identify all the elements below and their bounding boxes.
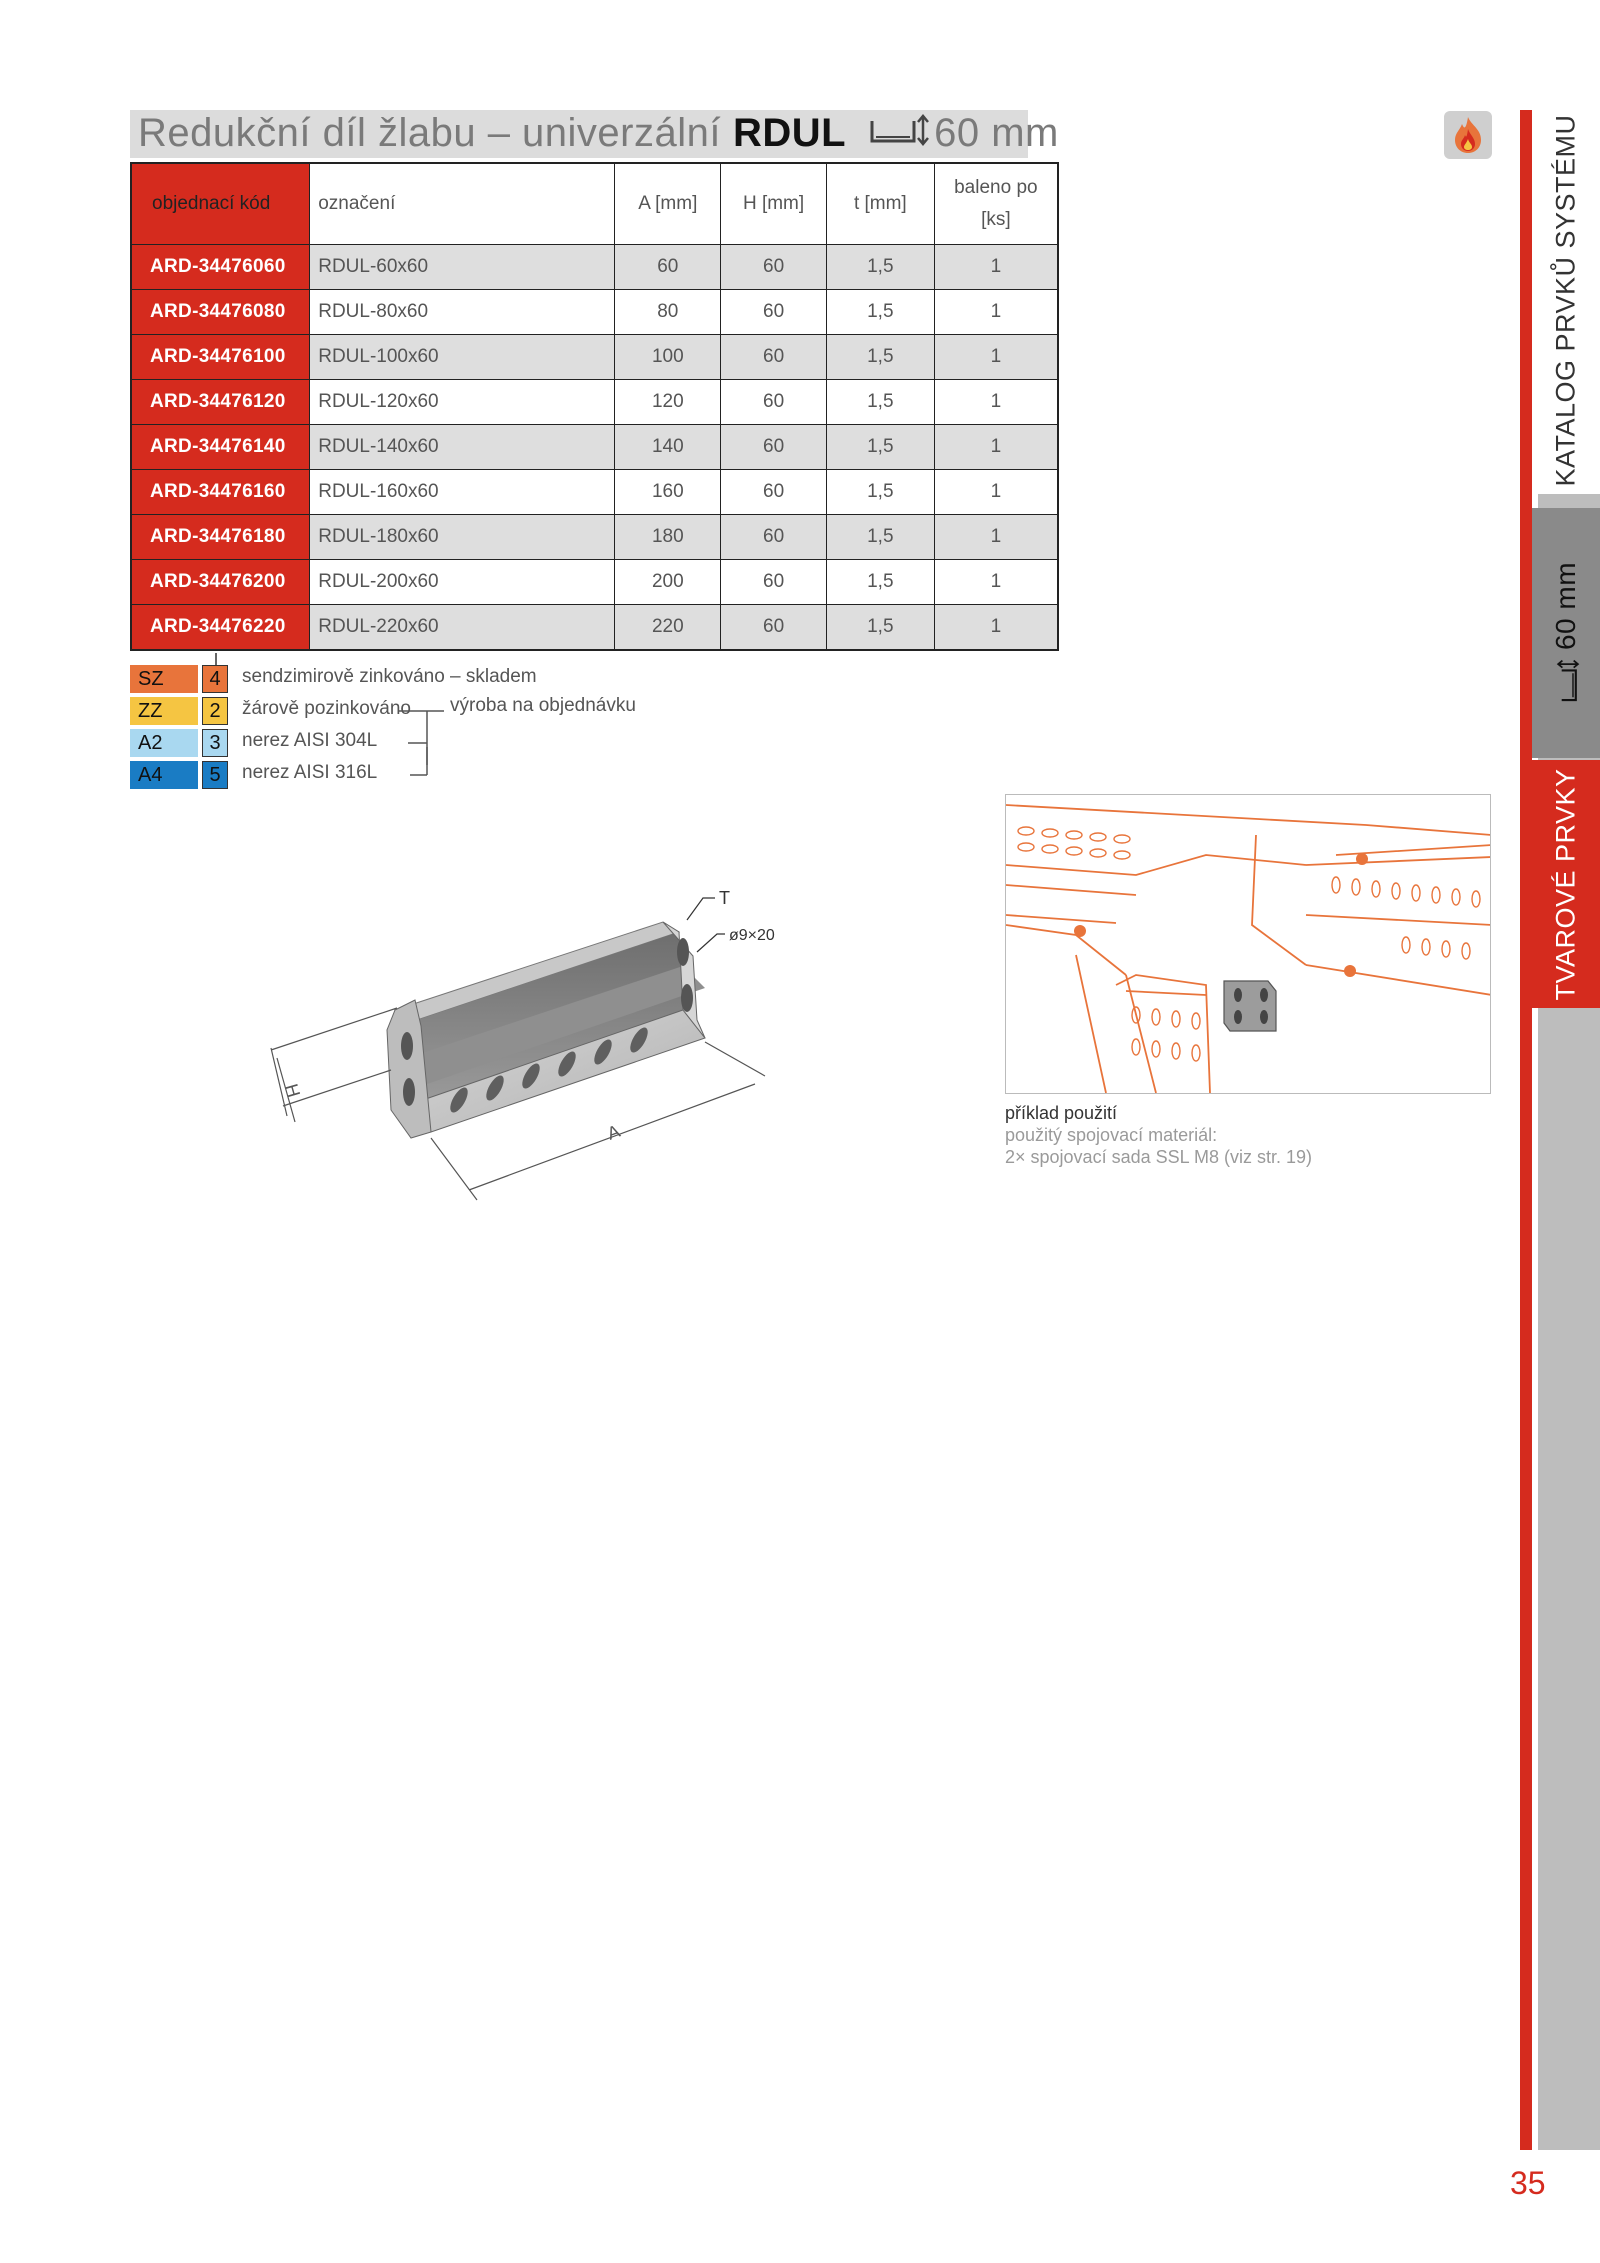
table-row [131, 245, 1058, 290]
tab-tray-height-label [1550, 562, 1582, 704]
cell-pack: 1 [934, 605, 1058, 651]
col-header-h: H [mm] [721, 163, 827, 245]
fire-resistance-icon [1444, 111, 1492, 159]
cell-h: 60 [721, 245, 827, 290]
tab-fittings[interactable] [1532, 760, 1600, 1008]
cell-a: 80 [615, 290, 721, 335]
cell-a: 140 [615, 425, 721, 470]
legend-connector-tick [211, 653, 221, 665]
cell-h: 60 [721, 470, 827, 515]
cell-code: ARD-34476080 [131, 290, 310, 335]
cell-pack: 1 [934, 470, 1058, 515]
table-row [131, 560, 1058, 605]
cell-name: RDUL-80x60 [310, 290, 615, 335]
cell-pack: 1 [934, 425, 1058, 470]
caption-material-value: 2× spojovací sada SSL M8 (viz str. 19) [1005, 1147, 1312, 1167]
cell-pack: 1 [934, 560, 1058, 605]
cell-pack: 1 [934, 290, 1058, 335]
legend-finish-number: 3 [202, 729, 228, 757]
cell-a: 120 [615, 380, 721, 425]
cell-code: ARD-34476180 [131, 515, 310, 560]
cell-name: RDUL-160x60 [310, 470, 615, 515]
col-header-pack [934, 163, 1058, 245]
table-row [131, 290, 1058, 335]
table-row [131, 515, 1058, 560]
cell-h: 60 [721, 560, 827, 605]
cell-pack: 1 [934, 380, 1058, 425]
cell-t: 1,5 [826, 605, 934, 651]
tab-fittings-label: TVAROVÉ PRVKY [1550, 767, 1581, 1001]
cell-t: 1,5 [826, 425, 934, 470]
tray-height-icon [868, 112, 930, 157]
cell-name: RDUL-200x60 [310, 560, 615, 605]
cell-a: 100 [615, 335, 721, 380]
col-header-name: označení [310, 163, 615, 245]
col-header-pack-line2: [ks] [981, 209, 1011, 230]
drawing-label-t: T [719, 888, 730, 908]
table-row [131, 605, 1058, 651]
title-code: RDUL [733, 110, 847, 155]
tray-height-icon [1556, 658, 1580, 704]
caption-title: příklad použití [1005, 1103, 1118, 1123]
page-title [130, 111, 1059, 158]
table-row [131, 380, 1058, 425]
legend-note: výroba na objednávku [450, 695, 636, 716]
page-number: 35 [1510, 2165, 1546, 2201]
cell-t: 1,5 [826, 560, 934, 605]
caption-material-label: použitý spojovací materiál: [1005, 1125, 1218, 1145]
legend-finish-text: nerez AISI 316L [242, 762, 378, 783]
usage-caption [1005, 1102, 1312, 1168]
table-row [131, 425, 1058, 470]
cell-h: 60 [721, 425, 827, 470]
tab-catalog-label: KATALOG PRVKŮ SYSTÉMU [1550, 113, 1581, 487]
cell-t: 1,5 [826, 515, 934, 560]
cell-a: 180 [615, 515, 721, 560]
cell-pack: 1 [934, 245, 1058, 290]
tab-tray-height-text: 60 mm [1550, 561, 1582, 651]
col-header-pack-line1: baleno po [954, 177, 1038, 198]
col-header-t: t [mm] [826, 163, 934, 245]
cell-code: ARD-34476060 [131, 245, 310, 290]
col-header-a: A [mm] [615, 163, 721, 245]
product-table [130, 162, 1059, 651]
cell-h: 60 [721, 335, 827, 380]
legend-finish-code: SZ [130, 665, 198, 693]
cell-h: 60 [721, 380, 827, 425]
title-size: 60 mm [934, 110, 1059, 155]
cell-name: RDUL-220x60 [310, 605, 615, 651]
page-title-bar [130, 110, 1059, 158]
cell-code: ARD-34476160 [131, 470, 310, 515]
legend-finish-text: sendzimirově zinkováno – skladem [242, 666, 537, 687]
product-drawing [255, 870, 815, 1215]
cell-name: RDUL-100x60 [310, 335, 615, 380]
table-row [131, 470, 1058, 515]
cell-a: 220 [615, 605, 721, 651]
side-strip-red [1520, 110, 1532, 2150]
tab-catalog[interactable] [1532, 106, 1600, 494]
cell-name: RDUL-60x60 [310, 245, 615, 290]
cell-t: 1,5 [826, 335, 934, 380]
legend-finish-code: ZZ [130, 697, 198, 725]
cell-t: 1,5 [826, 245, 934, 290]
cell-code: ARD-34476120 [131, 380, 310, 425]
col-header-code: objednací kód [131, 163, 310, 245]
cell-a: 160 [615, 470, 721, 515]
cell-pack: 1 [934, 335, 1058, 380]
cell-name: RDUL-120x60 [310, 380, 615, 425]
legend-finish-number: 4 [202, 665, 228, 693]
cell-name: RDUL-180x60 [310, 515, 615, 560]
cell-a: 60 [615, 245, 721, 290]
cell-code: ARD-34476220 [131, 605, 310, 651]
cell-h: 60 [721, 605, 827, 651]
legend-finish-number: 5 [202, 761, 228, 789]
drawing-label-a: A [604, 1120, 623, 1144]
table-body [131, 245, 1058, 651]
legend-bracket [398, 707, 468, 793]
legend-finish-number: 2 [202, 697, 228, 725]
cell-a: 200 [615, 560, 721, 605]
cell-code: ARD-34476100 [131, 335, 310, 380]
cell-name: RDUL-140x60 [310, 425, 615, 470]
legend-finish-text: žárově pozinkováno [242, 698, 411, 719]
cell-code: ARD-34476140 [131, 425, 310, 470]
cell-h: 60 [721, 515, 827, 560]
title-prefix: Redukční díl žlabu – univerzální [138, 110, 721, 155]
table-header-row [131, 163, 1058, 245]
cell-pack: 1 [934, 515, 1058, 560]
cell-t: 1,5 [826, 470, 934, 515]
table-row [131, 335, 1058, 380]
cell-t: 1,5 [826, 380, 934, 425]
cell-h: 60 [721, 290, 827, 335]
usage-example-image [1005, 794, 1491, 1094]
drawing-label-h: H [281, 1081, 304, 1100]
drawing-label-hole: ø9×20 [729, 927, 775, 944]
cell-code: ARD-34476200 [131, 560, 310, 605]
legend-finish-code: A4 [130, 761, 198, 789]
cell-t: 1,5 [826, 290, 934, 335]
legend-finish-code: A2 [130, 729, 198, 757]
tab-tray-height[interactable] [1532, 508, 1600, 758]
legend-finish-text: nerez AISI 304L [242, 730, 378, 751]
